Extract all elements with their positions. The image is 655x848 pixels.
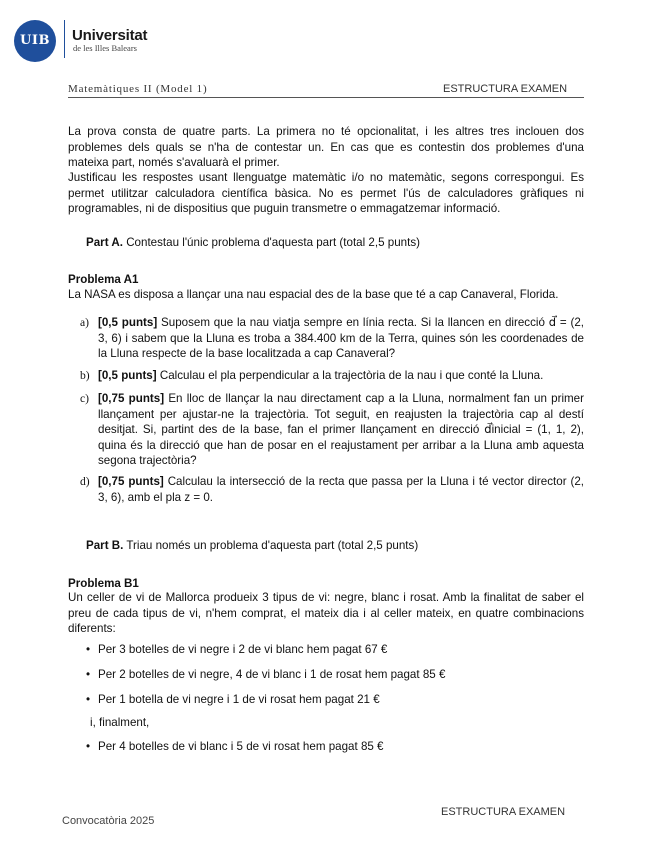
problem-a1-item-a <box>80 315 584 362</box>
bullet-text: Per 3 botelles de vi negre i 2 de vi blanc hem pagat 67 € <box>98 643 388 656</box>
problem-a1-title: Problema A1 <box>68 273 139 286</box>
bullet-text: Per 4 botelles de vi blanc i 5 de vi rosat hem pagat 85 € <box>98 740 384 753</box>
problem-a1-item-b <box>80 368 584 384</box>
item-text: En lloc de llançar la nau directament cap a la Lluna, normalment fan un primer llançament per ajustar-ne la trajectòria. Tot seguit, en reajusten la trajectòria cap al destí desitjat. Si, partint des de la base, fan el primer llançament en direcció d⃗inicial = (1, 1, 2), quina és la direcció que han de posar en el reajustament per arribar a la Lluna amb aquesta segona trajectòria? <box>98 392 584 467</box>
bullet-icon: • <box>86 693 91 706</box>
problem-b1-title: Problema B1 <box>68 577 139 590</box>
footer-session: Convocatòria 2025 <box>62 815 155 827</box>
problem-b1-statement: Un celler de vi de Mallorca produeix 3 tipus de vi: negre, blanc i rosat. Amb la finalitat de saber el preu de cada tipus de vi, n'hem comprat, el mateix dia i al celler mateix, en quatre combinacions diferents: <box>68 591 584 635</box>
item-label: b) <box>80 369 90 382</box>
part-a-heading <box>86 236 420 249</box>
problem-a1-item-c <box>80 391 584 469</box>
university-logo-icon: UIB <box>14 20 56 62</box>
problem-a1-statement: La NASA es disposa a llançar una nau espacial des de la base que té a cap Canaveral, Florida. <box>68 288 559 301</box>
problem-a1-item-d <box>80 474 584 505</box>
problem-b1-bullet-1 <box>86 642 584 658</box>
item-label: d) <box>80 475 90 488</box>
part-b-heading <box>86 539 418 552</box>
intro-paragraph-2: Justificau les respostes usant llenguatge matemàtic i/o no matemàtic, segons correspongui. Es permet utilitzar calculadora científica bàsica. No es permet l'ús de calculadores gràfiques ni programables, ni de dispositius que puguin transmetre o emmagatzemar informació. <box>68 171 584 215</box>
part-a-text: Contestau l'únic problema d'aquesta part (total 2,5 punts) <box>126 236 420 249</box>
header-doc-type: ESTRUCTURA EXAMEN <box>443 83 568 95</box>
problem-b1-connector: i, finalment, <box>90 716 150 729</box>
intro-paragraph-1: La prova consta de quatre parts. La primera no té opcionalitat, i les altres tres inclouen dos problemes dels quals se n'ha de contestar un. En cas que es contestin dos problemes d'una mateixa part, només s'avaluarà el primer. <box>68 125 584 169</box>
university-subtitle: de les Illes Balears <box>73 43 137 53</box>
bullet-text: Per 1 botella de vi negre i 1 de vi rosat hem pagat 21 € <box>98 693 380 706</box>
bullet-icon: • <box>86 668 91 681</box>
item-points: [0,75 punts] <box>98 392 165 405</box>
bullet-icon: • <box>86 740 91 753</box>
item-label: a) <box>80 316 90 329</box>
university-name: Universitat <box>72 27 148 44</box>
problem-b1-bullet-3 <box>86 692 584 708</box>
part-b-label: Part B. <box>86 539 124 552</box>
bullet-text: Per 2 botelles de vi negre, 4 de vi blanc i 1 de rosat hem pagat 85 € <box>98 668 446 681</box>
bullet-icon: • <box>86 643 91 656</box>
item-points: [0,5 punts] <box>98 316 158 329</box>
header-subject: Matemàtiques II (Model 1) <box>68 83 208 95</box>
part-b-text: Triau només un problema d'aquesta part (total 2,5 punts) <box>126 539 419 552</box>
problem-b1-bullet-2 <box>86 667 584 683</box>
part-a-label: Part A. <box>86 236 123 249</box>
header-divider <box>68 97 584 98</box>
item-points: [0,5 punts] <box>98 369 157 382</box>
footer-doc-type: ESTRUCTURA EXAMEN <box>441 806 566 818</box>
item-text: Calculau la intersecció de la recta que passa per la Lluna i té vector director (2, 3, 6), amb el pla z = 0. <box>98 475 585 504</box>
item-label: c) <box>80 392 90 405</box>
logo-divider <box>64 20 65 58</box>
problem-b1-bullet-4 <box>86 739 584 755</box>
item-text: Calculau el pla perpendicular a la trajectòria de la nau i que conté la Lluna. <box>159 369 544 382</box>
item-points: [0,75 punts] <box>98 475 164 488</box>
item-text: Suposem que la nau viatja sempre en línia recta. Si la llancen en direcció d⃗ = (2, 3, 6) i sabem que la Lluna es troba a 384.400 km de la Terra, quines són les coordenades de la Lluna respecte de la base localitzada a cap Canaveral? <box>98 316 584 360</box>
